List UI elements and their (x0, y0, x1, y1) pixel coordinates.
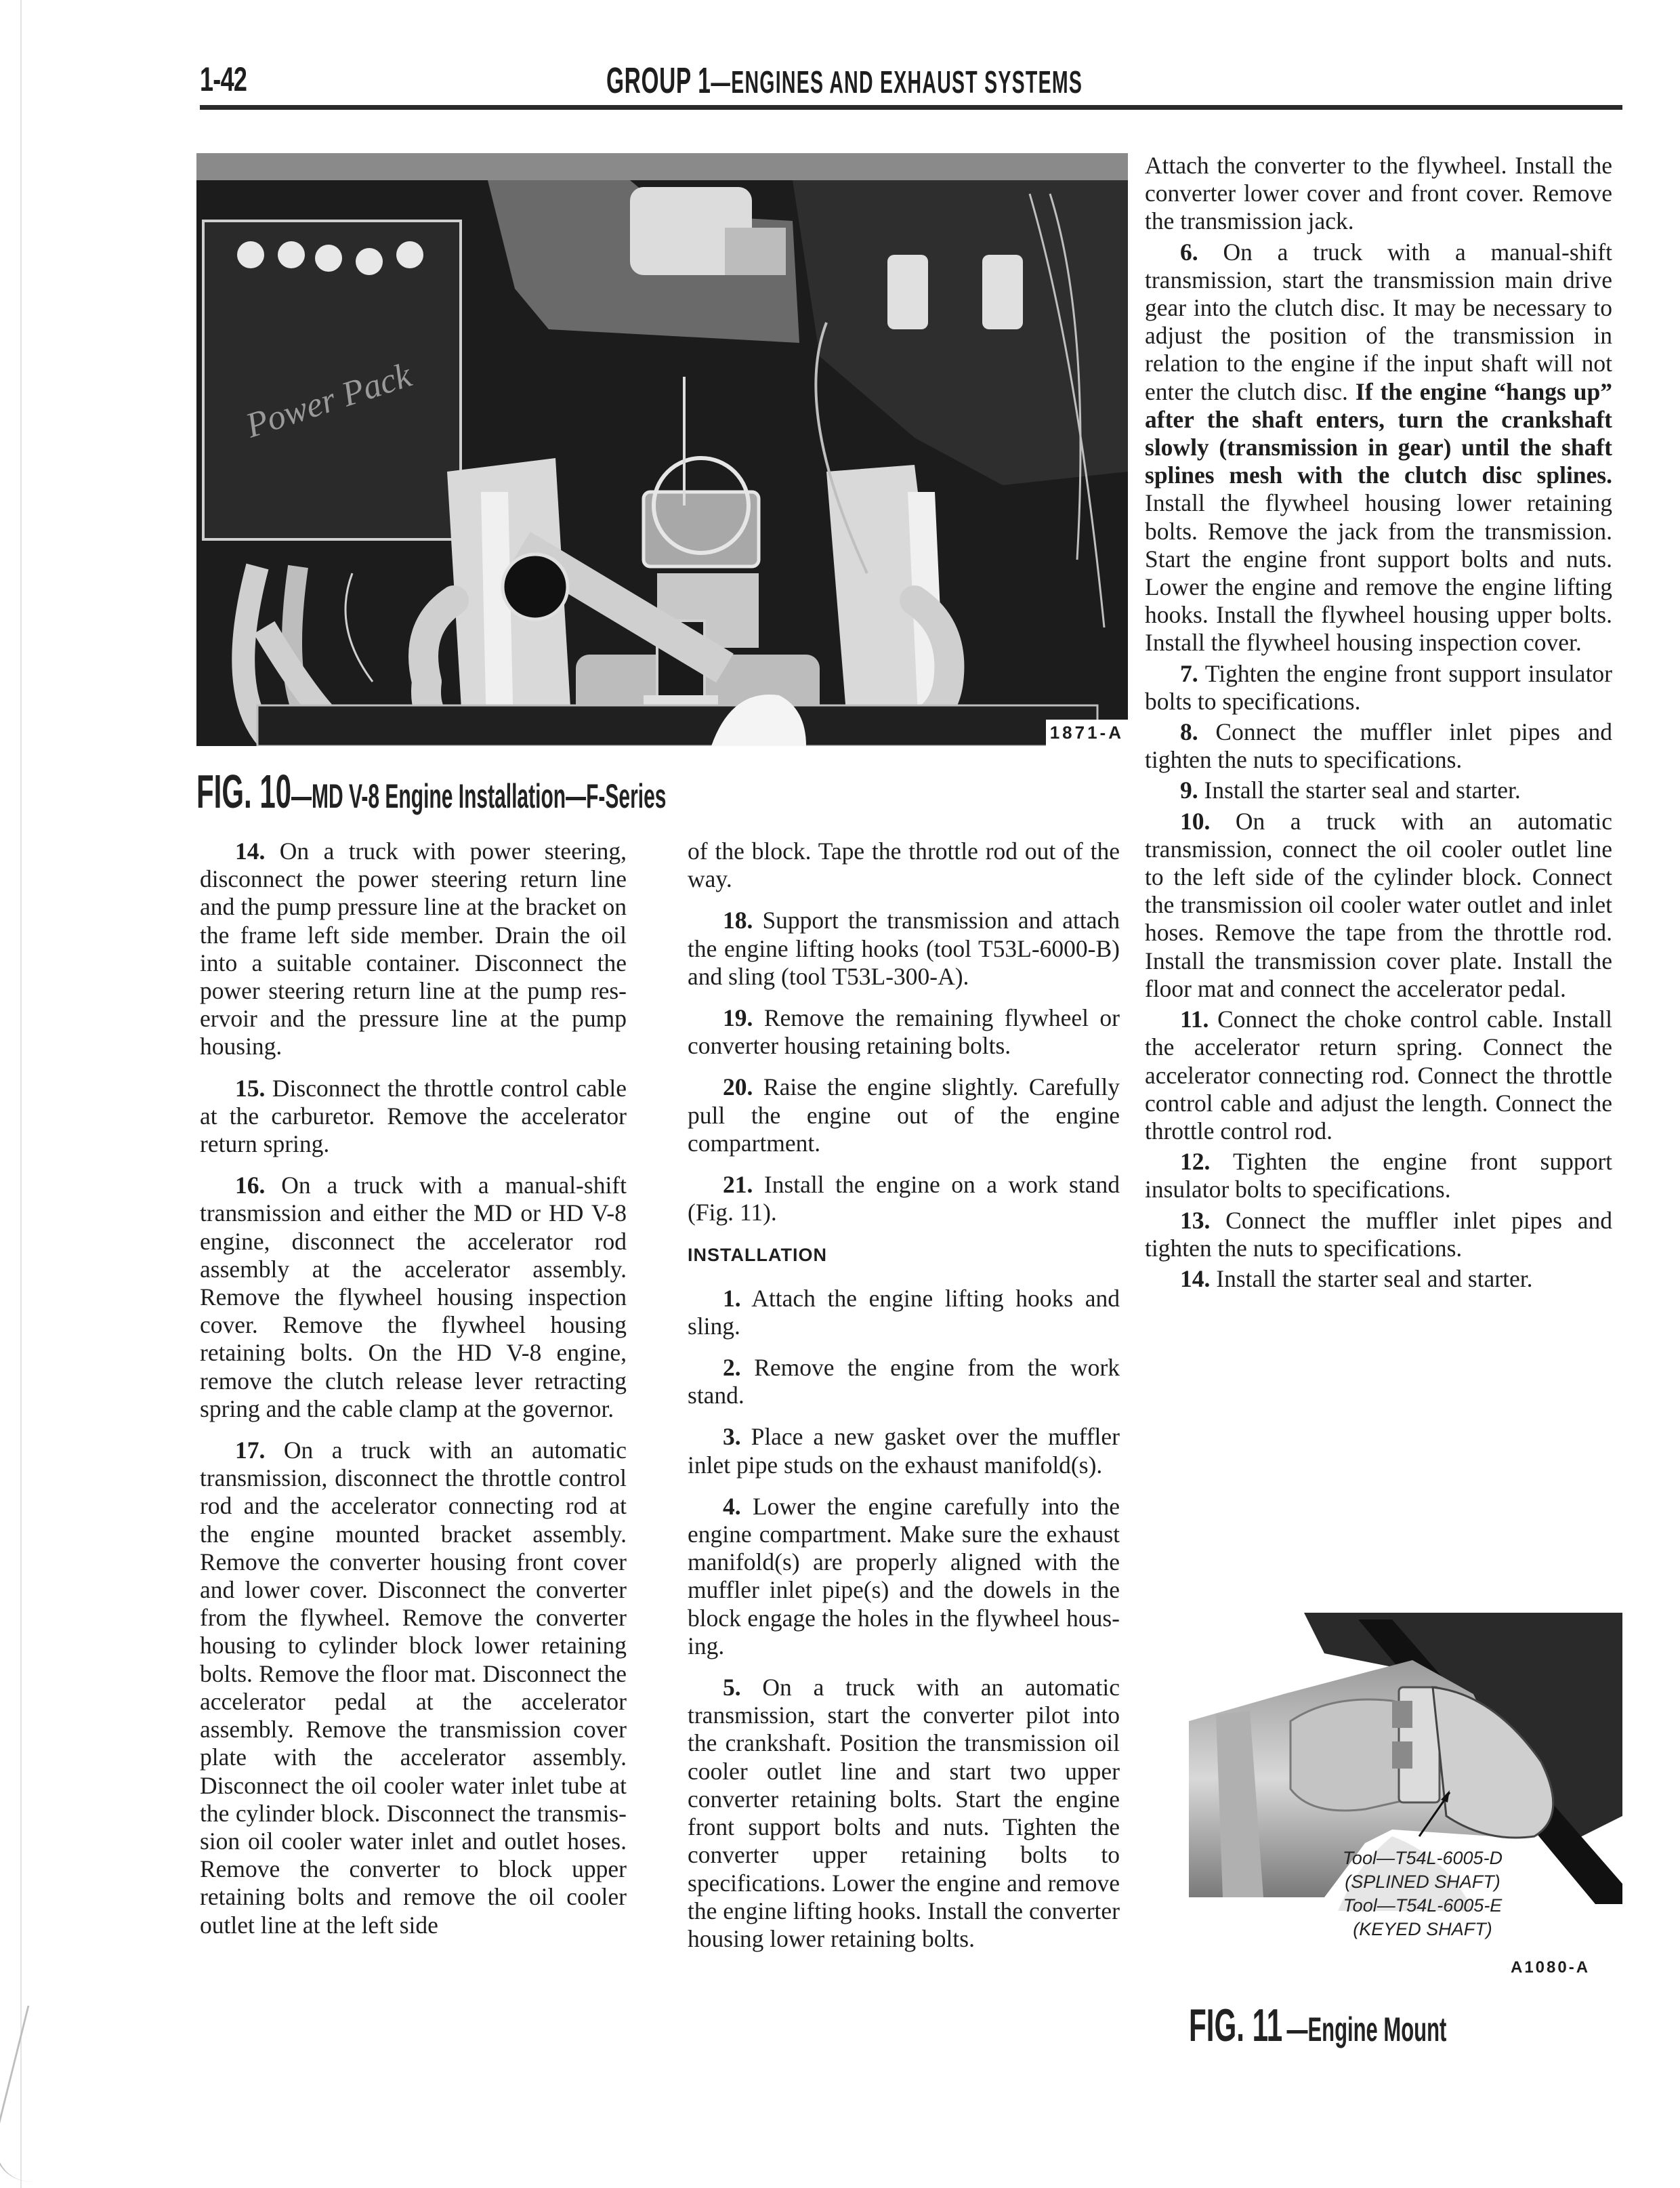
header-rule (200, 105, 1622, 110)
group-subtitle: ENGINES AND EXHAUST SYSTEMS (731, 64, 1083, 100)
step-19-removal: 19. Remove the remaining flywheel or converter housing retaining bolts. (688, 1004, 1120, 1060)
figure-10-caption (196, 764, 666, 819)
install-step-14: 14. Install the starter seal and starter. (1180, 1264, 1533, 1292)
install-step-2: 2. Remove the engine from the work stand. (688, 1354, 1120, 1409)
install-step-3: 3. Place a new gasket over the muffler inlet pipe studs on the exhaust manifold(s). (688, 1423, 1120, 1479)
step-15-removal: 15. Disconnect the throttle control cable at the carburetor. Remove the accelerator return spring. (200, 1074, 627, 1158)
figure-11-label: FIG. 11 (1189, 2000, 1283, 2051)
step-14-removal: 14. On a truck with power steering, disconnect the power steering return line and the pump pressure line at the bracket on the frame left side member. Drain the oil into a suitable container. Disconnect the power steering return line at the pump reservoir and the pressure line at the pump housing. (200, 838, 627, 1060)
figure-11-title: —Engine Mount (1286, 2010, 1447, 2048)
page-header (200, 54, 1619, 108)
left-column (200, 838, 627, 1953)
install-step-4: 4. Lower the engine carefully into the engine compartment. Make sure the exhaust manifold(s) are properly aligned with the muffler inlet pipe(s) and the dowels in the block engage the holes in the flywheel housing. (688, 1492, 1120, 1659)
group-dash: — (711, 64, 732, 100)
step-16-removal: 16. On a truck with a manual-shift transmission and either the MD or HD V-8 engine, disconnect the accelerator rod assembly at the accelerator assembly. Remove the flywheel housing inspection cover. Remove the flywheel housing retaining bolts. On the HD V-8 engine, remove the clutch release lever retracting spring and the cable clamp at the governor. (200, 1172, 627, 1422)
hang-up-warning: If the engine “hangs up” after the shaft enters, turn the crankshaft slowly (transmission in gear) until the shaft splines mesh with the clutch disc splines. (1145, 377, 1612, 489)
figure-10-title: —MD V-8 Engine Installation—F-Series (291, 777, 667, 815)
install-step-11: 11. Connect the choke control cable. Install the accelerator return spring. Connect the accelerator connecting rod. Connect the throttle control cable and adjust the length. Connect the throttle control rod. (1145, 1006, 1612, 1144)
page-number: 1-42 (200, 60, 247, 98)
svg-text:Power Pack: Power Pack (241, 356, 417, 446)
step-17-removal: 17. On a truck with an automatic transmission, disconnect the throttle control rod and the accelerator connecting rod at the engine mounted bracket assembly. Remove the converter housing front cover and lower cover. Disconnect the converter from the flywheel. Remove the converter housing to cylinder block lower retaining bolts. Remove the floor mat. Disconnect the accelerator pedal at the accelerator assembly. Remove the transmission cover plate with the accelerator assembly. Disconnect the oil cooler water inlet tube at the cylinder block. Disconnect the transmission oil cooler water inlet and outlet hoses. Remove the converter to block upper retaining bolts and remove the oil cooler outlet line at the left side (200, 1437, 627, 1939)
install-step-8: 8. Connect the muffler inlet pipes and tighten the nuts to specifications. (1145, 718, 1612, 774)
group-label: GROUP 1 (606, 60, 711, 101)
install-step-10: 10. On a truck with an automatic transmission, connect the oil cooler outlet line to the left side of the cylinder block. Connect the transmission oil cooler water outlet and inlet hoses. Remove the tape from the throttle rod. Install the transmission cover plate. Install the floor mat and connect the accelerator pedal. (1145, 807, 1612, 1002)
step-17-continuation: of the block. Tape the throttle rod out of the way. (688, 838, 1120, 893)
install-step-9: 9. Install the starter seal and starter. (1180, 777, 1521, 804)
step-21-removal: 21. Install the engine on a work stand (Fig. 11). (688, 1171, 1120, 1226)
tool-e-desc: (KEYED SHAFT) (1353, 1919, 1492, 1939)
tool-d-desc: (SPLINED SHAFT) (1345, 1872, 1500, 1892)
tool-d-number: Tool—T54L-6005-D (1342, 1848, 1503, 1868)
install-step-6: 6. On a truck with a manual-shift transmission, start the transmission main drive gear into the clutch disc. It may be necessary to adjust the position of the transmission in relation to the engine if the input shaft will not enter the clutch disc. If the engine “hangs up” after the shaft enters, turn the crankshaft slowly (transmission in gear) until the shaft splines mesh with the clutch disc splines. Install the flywheel housing lower retaining bolts. Remove the jack from the transmission. Start the engine front support bolts and nuts. Lower the engine and remove the engine lifting hooks. Install the flywheel housing upper bolts. Install the flywheel housing inspection cover. (1145, 238, 1612, 657)
installation-heading: INSTALLATION (688, 1245, 827, 1266)
figure-11-photo (1189, 1613, 1622, 1939)
figure-10-label: FIG. 10 (196, 765, 292, 818)
install-step-12: 12. Tighten the engine front support insulator bolts to specifications. (1145, 1148, 1612, 1203)
figure-11-caption (1189, 1999, 1446, 2052)
figure-11-code: A1080-A (1511, 1958, 1591, 1977)
tool-callout (1321, 1846, 1524, 1941)
figure-10-code: 1871-A (1046, 720, 1128, 746)
install-step-1: 1. Attach the engine lifting hooks and sling. (688, 1284, 1120, 1340)
section-title (606, 60, 1083, 102)
middle-column (688, 838, 1120, 1966)
install-step-13: 13. Connect the muffler inlet pipes and tighten the nuts to specifications. (1145, 1206, 1612, 1262)
install-step-7: 7. Tighten the engine front support insulator bolts to specifications. (1145, 659, 1612, 715)
install-step-5-continuation: Attach the converter to the flywheel. Install the converter lower cover and front cover. Remove the transmission jack. (1145, 152, 1612, 235)
step-20-removal: 20. Raise the engine slightly. Carefully pull the engine out of the engine compartment. (688, 1073, 1120, 1157)
right-column (1145, 152, 1612, 1296)
install-step-5: 5. On a truck with an automatic transmission, start the converter pilot into the crankshaft. Position the transmission oil cooler outlet line and start two upper converter retaining bolts. Start the engine front support bolts and nuts. Tighten the converter upper retaining bolts to specifications. Lower the engine and remove the engine lifting hooks. Install the converter housing lower retaining bolts. (688, 1674, 1120, 1952)
page-left-edge (0, 0, 22, 2188)
step-18-removal: 18. Support the transmission and attach the engine lifting hooks (tool T53L-6000-B) and sling (tool T53L-300-A). (688, 907, 1120, 990)
tool-e-number: Tool—T54L-6005-E (1343, 1895, 1503, 1916)
figure-10-photo (196, 153, 1128, 746)
engine-bay-illustration (196, 153, 1128, 746)
